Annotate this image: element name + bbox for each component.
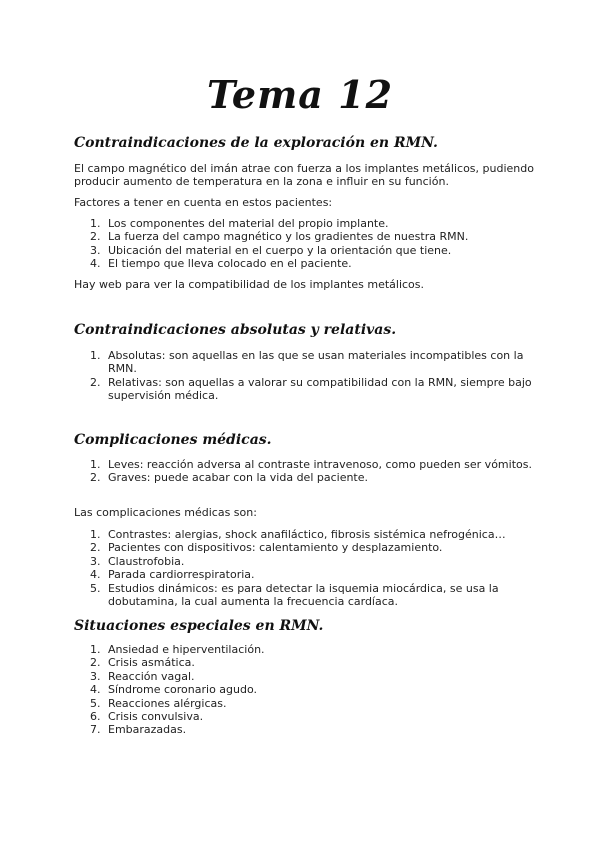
list-item: 4. Parada cardiorrespiratoria. [90, 568, 255, 582]
intro-paragraph: El campo magnético del imán atrae con fuerza a los implantes metálicos, pudiendo producir aumento de temperatura en la zona e influir en su función. [74, 162, 534, 188]
factors-label: Factores a tener en cuenta en estos pacientes: [74, 196, 333, 209]
list-item: 1. Ansiedad e hiperventilación. [90, 643, 265, 656]
complications-label: Las complicaciones médicas son: [74, 506, 257, 519]
severity-list [74, 458, 534, 485]
factors-list [74, 217, 534, 271]
list-item: 3. Claustrofobia. [90, 554, 185, 568]
compatibility-note: Hay web para ver la compatibilidad de los implantes metálicos. [74, 278, 425, 291]
section-heading-contraindications: Contraindicaciones de la exploración en RMN. [74, 135, 438, 151]
list-item: 1. Contrastes: alergias, shock anafiláctico, fibrosis sistémica nefrogénica… [90, 528, 506, 541]
list-item: 7. Embarazadas. [90, 723, 187, 737]
complications-list [74, 528, 534, 608]
list-item: 4. El tiempo que lleva colocado en el paciente. [90, 257, 352, 271]
list-item: 1. Absolutas: son aquellas en las que se usan materiales incompatibles con la RMN. [90, 349, 524, 376]
list-item: 6. Crisis convulsiva. [90, 710, 204, 724]
absolute-relative-list [74, 349, 534, 403]
list-item: 5. Estudios dinámicos: es para detectar la isquemia miocárdica, se usa la dobutamina, la cual aumenta la frecuencia cardíaca. [90, 581, 499, 609]
list-item: 4. Síndrome coronario agudo. [90, 683, 257, 697]
page-title: Tema 12 [206, 72, 394, 117]
list-item: 1. Los componentes del material del propio implante. [90, 217, 389, 230]
list-item: 2. Pacientes con dispositivos: calentamiento y desplazamiento. [90, 541, 443, 555]
list-item: 3. Ubicación del material en el cuerpo y la orientación que tiene. [90, 243, 452, 257]
list-item: 2. Graves: puede acabar con la vida del paciente. [90, 471, 369, 485]
list-item: 3. Reacción vagal. [90, 669, 195, 683]
section-heading-absolute-relative: Contraindicaciones absolutas y relativas. [74, 322, 397, 338]
list-item: 1. Leves: reacción adversa al contraste intravenoso, como pueden ser vómitos. [90, 458, 532, 471]
list-item: 2. Crisis asmática. [90, 656, 195, 670]
list-item: 5. Reacciones alérgicas. [90, 696, 227, 710]
special-situations-list [74, 643, 534, 737]
section-heading-medical-complications: Complicaciones médicas. [74, 432, 272, 448]
section-heading-special-situations: Situaciones especiales en RMN. [74, 618, 324, 634]
list-item: 2. Relativas: son aquellas a valorar su compatibilidad con la RMN, siempre bajo supervisión médica. [90, 375, 532, 403]
list-item: 2. La fuerza del campo magnético y los gradientes de nuestra RMN. [90, 230, 469, 244]
